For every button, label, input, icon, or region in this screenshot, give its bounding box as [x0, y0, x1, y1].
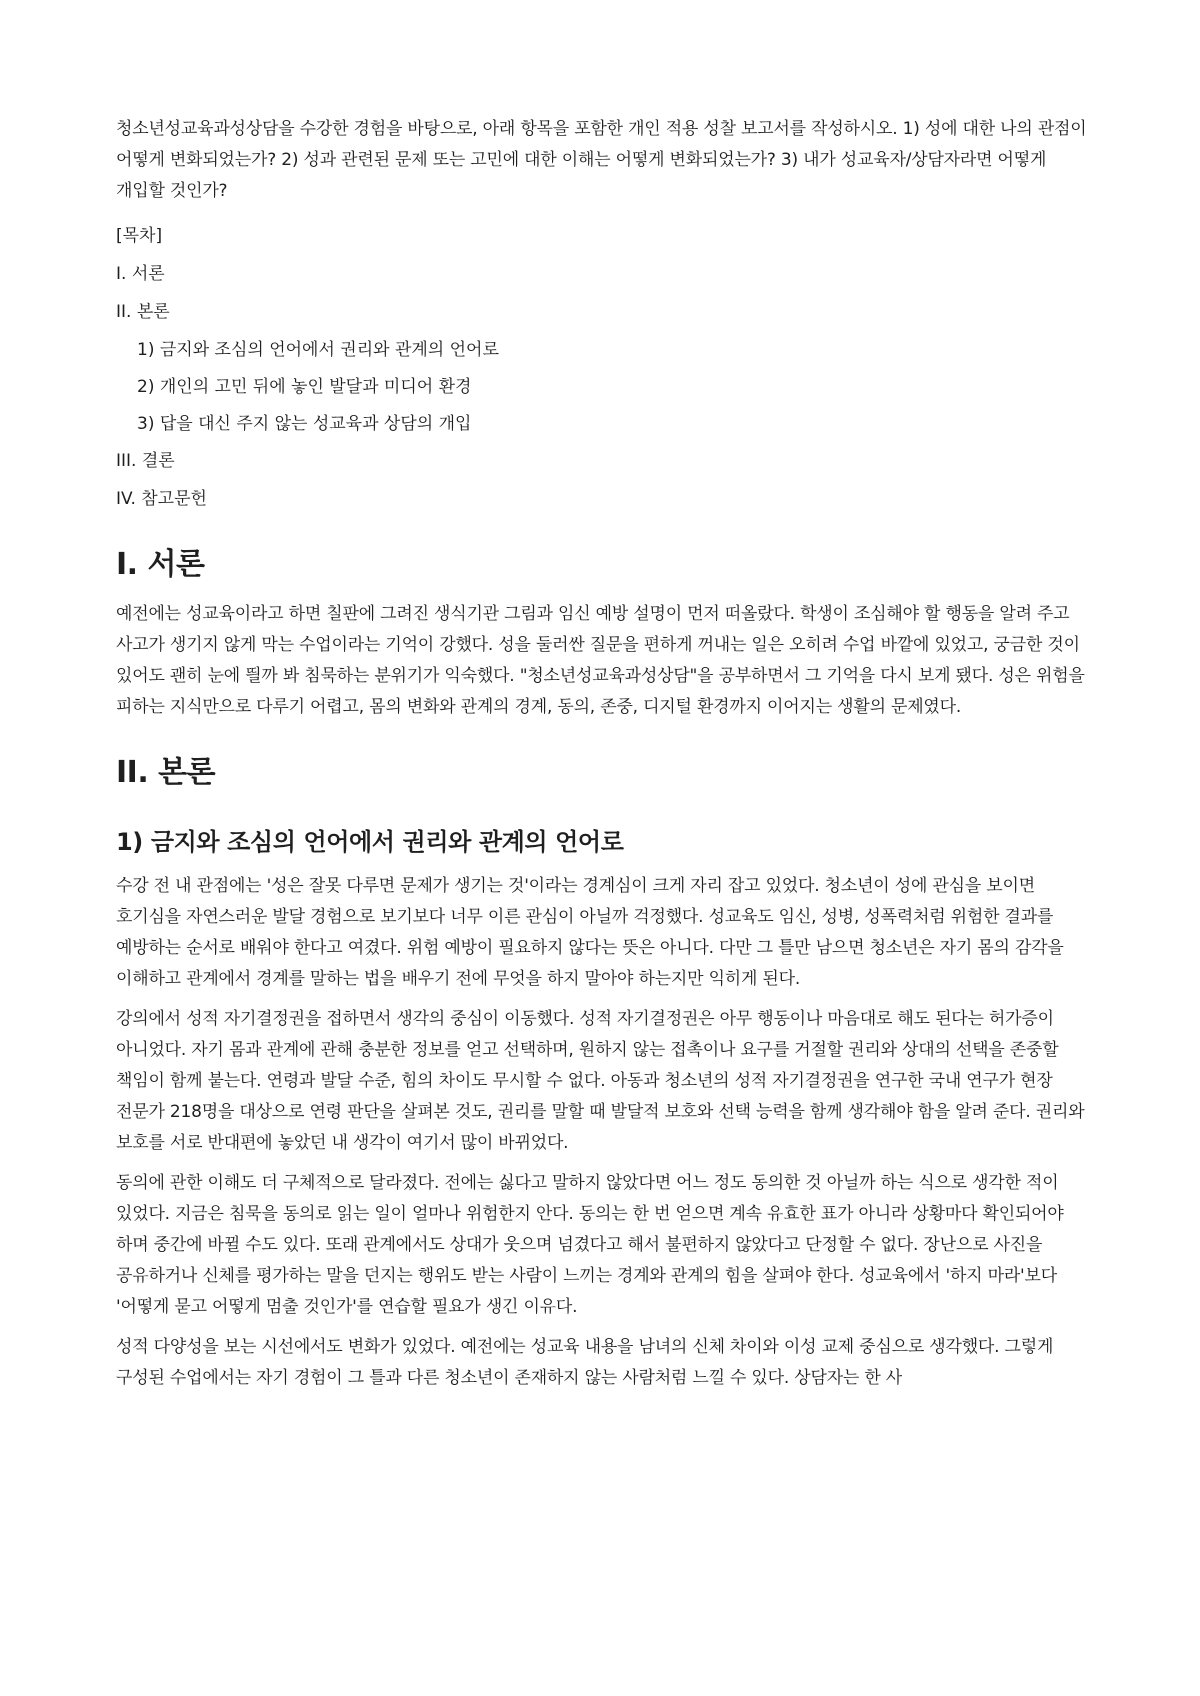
toc-item-body-1: 1) 금지와 조심의 언어에서 권리와 관계의 언어로 — [137, 340, 499, 360]
body-heading: II. 본론 — [116, 755, 216, 790]
body-paragraph: 동의에 관한 이해도 더 구체적으로 달라졌다. 전에는 싫다고 말하지 않았다면 어느 정도 동의한 것 아닐까 하는 식으로 생각한 적이 있었다. 지금은 침묵을 동의로 읽는 일이 얼마나 위험한지 안다. 동의는 한 번 얻으면 계속 유효한 표가 아니라 상황마다 확인되어야 하며 중간에 바뀔 수도 있다. 또래 관계에서도 상대가 웃으며 넘겼다고 해서 불편하지 않았다고 단정할 수 없다. 장난으로 사진을 공유하거나 신체를 평가하는 말을 던지는 행위도 받는 사람이 느끼는 경계와 관계의 힘을 살펴야 한다. 성교육에서 '하지 마라'보다 '어떻게 묻고 어떻게 멈출 것인가'를 연습할 필요가 생긴 이유다. — [116, 1173, 1064, 1317]
intro-paragraph: 예전에는 성교육이라고 하면 칠판에 그려진 생식기관 그림과 임신 예방 설명이 먼저 떠올랐다. 학생이 조심해야 할 행동을 알려 주고 사고가 생기지 않게 막는 수업이라는 기억이 강했다. 성을 둘러싼 질문을 편하게 꺼내는 일은 오히려 수업 바깥에 있었고, 궁금한 것이 있어도 괜히 눈에 띌까 봐 침묵하는 분위기가 익숙했다. "청소년성교육과성상담"을 공부하면서 그 기억을 다시 보게 됐다. 성은 위험을 피하는 지식만으로 다루기 어렵고, 몸의 변화와 관계의 경계, 동의, 존중, 디지털 환경까지 이어지는 생활의 문제였다. — [116, 604, 1085, 717]
body-paragraph: 강의에서 성적 자기결정권을 접하면서 생각의 중심이 이동했다. 성적 자기결정권은 아무 행동이나 마음대로 해도 된다는 허가증이 아니었다. 자기 몸과 관계에 관해 충분한 정보를 얻고 선택하며, 원하지 않는 접촉이나 요구를 거절할 권리와 상대의 선택을 존중할 책임이 함께 붙는다. 연령과 발달 수준, 힘의 차이도 무시할 수 없다. 아동과 청소년의 성적 자기결정권을 연구한 국내 연구가 현장 전문가 218명을 대상으로 연령 판단을 살펴본 것도, 권리를 말할 때 발달적 보호와 선택 능력을 함께 생각해야 함을 알려 준다. 권리와 보호를 서로 반대편에 놓았던 내 생각이 여기서 많이 바뀌었다. — [116, 1009, 1085, 1153]
toc-item-intro: I. 서론 — [116, 264, 165, 284]
body-subsection-1-heading: 1) 금지와 조심의 언어에서 권리와 관계의 언어로 — [116, 828, 624, 856]
report-page — [116, 114, 1099, 1403]
toc-item-body: II. 본론 — [116, 302, 170, 322]
toc-item-body-2: 2) 개인의 고민 뒤에 놓인 발달과 미디어 환경 — [137, 377, 472, 397]
toc-item-references: IV. 참고문헌 — [116, 489, 207, 509]
toc-title: [목차] — [116, 226, 163, 246]
toc-item-conclusion: III. 결론 — [116, 451, 175, 471]
body-paragraph: 수강 전 내 관점에는 '성은 잘못 다루면 문제가 생기는 것'이라는 경계심이 크게 자리 잡고 있었다. 청소년이 성에 관심을 보이면 호기심을 자연스러운 발달 경험으로 보기보다 너무 이른 관심이 아닐까 걱정했다. 성교육도 임신, 성병, 성폭력처럼 위험한 결과를 예방하는 순서로 배워야 한다고 여겼다. 위험 예방이 필요하지 않다는 뜻은 아니다. 다만 그 틀만 남으면 청소년은 자기 몸의 감각을 이해하고 관계에서 경계를 말하는 법을 배우기 전에 무엇을 하지 말아야 하는지만 익히게 된다. — [116, 876, 1064, 989]
body-paragraph: 성적 다양성을 보는 시선에서도 변화가 있었다. 예전에는 성교육 내용을 남녀의 신체 차이와 이성 교제 중심으로 생각했다. 그렇게 구성된 수업에서는 자기 경험이 그 틀과 다른 청소년이 존재하지 않는 사람처럼 느낄 수 있다. 상담자는 한 사 — [116, 1337, 1054, 1388]
toc-item-body-3: 3) 답을 대신 주지 않는 성교육과 상담의 개입 — [137, 414, 472, 434]
table-of-contents — [116, 221, 1099, 515]
intro-heading: I. 서론 — [116, 547, 205, 582]
assignment-prompt: 청소년성교육과성상담을 수강한 경험을 바탕으로, 아래 항목을 포함한 개인 적용 성찰 보고서를 작성하시오. 1) 성에 대한 나의 관점이 어떻게 변화되었는가? 2) 성과 관련된 문제 또는 고민에 대한 이해는 어떻게 변화되었는가? 3) 내가 성교육자/상담자라면 어떻게 개입할 것인가? — [116, 119, 1087, 201]
